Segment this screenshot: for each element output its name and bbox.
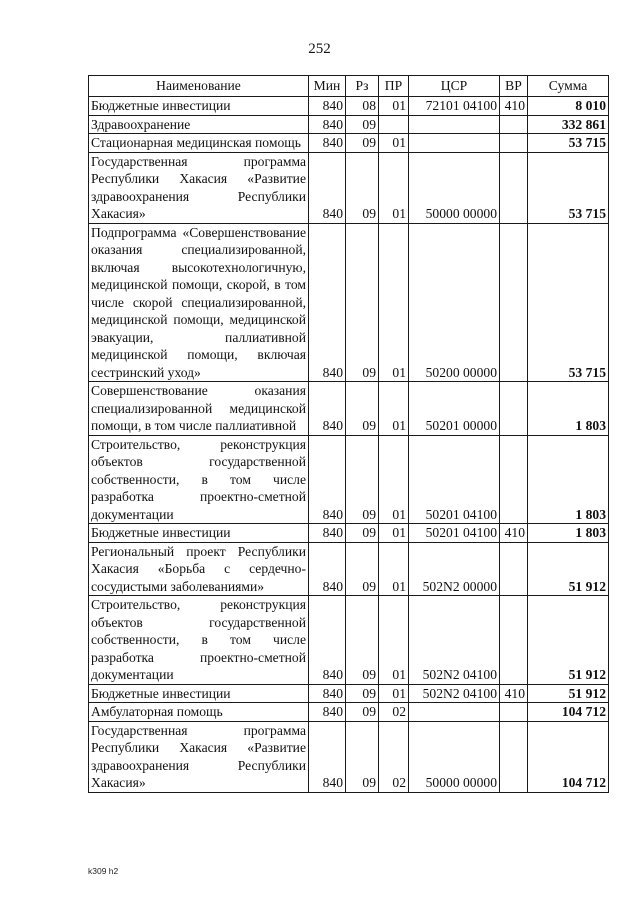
row-sum: 53 715 <box>528 152 609 223</box>
row-vr <box>500 115 528 134</box>
row-sum: 1 803 <box>528 382 609 436</box>
row-csr: 50000 00000 <box>409 152 500 223</box>
table-row <box>89 134 609 153</box>
row-name: Региональный проект Республики Хакасия «Борьба с сердечно-сосудистыми заболеваниями» <box>89 542 309 596</box>
row-min: 840 <box>309 524 346 543</box>
row-min: 840 <box>309 134 346 153</box>
row-name: Подпрограмма «Совершенствование оказания специализированной, включая высокотехнологичную, медицинской помощи, скорой, в том числе скорой специализированной, медицинской помощи, медицинской эвакуации, паллиативной медицинской помощи, включая сестринский уход» <box>89 223 309 382</box>
row-csr: 50201 04100 <box>409 435 500 524</box>
row-rz: 09 <box>346 115 379 134</box>
row-pr <box>379 115 409 134</box>
table-row <box>89 115 609 134</box>
header-min: Мин <box>309 76 346 97</box>
row-name: Бюджетные инвестиции <box>89 684 309 703</box>
row-rz: 09 <box>346 524 379 543</box>
row-name: Совершенствование оказания специализированной медицинской помощи, в том числе паллиативной <box>89 382 309 436</box>
table-row <box>89 542 609 596</box>
row-name: Государственная программа Республики Хакасия «Развитие здравоохранения Республики Хакасия» <box>89 721 309 792</box>
row-vr <box>500 382 528 436</box>
footer-document-code: k309 h2 <box>88 866 119 876</box>
row-min: 840 <box>309 435 346 524</box>
row-pr: 01 <box>379 684 409 703</box>
table-row <box>89 152 609 223</box>
row-name: Амбулаторная помощь <box>89 703 309 722</box>
row-rz: 09 <box>346 684 379 703</box>
row-pr: 01 <box>379 382 409 436</box>
row-csr: 50201 00000 <box>409 382 500 436</box>
table-row <box>89 684 609 703</box>
row-sum: 53 715 <box>528 134 609 153</box>
row-min: 840 <box>309 152 346 223</box>
row-min: 840 <box>309 596 346 685</box>
row-csr: 502N2 04100 <box>409 596 500 685</box>
row-min: 840 <box>309 684 346 703</box>
row-vr: 410 <box>500 97 528 116</box>
row-vr <box>500 596 528 685</box>
header-vr: ВР <box>500 76 528 97</box>
header-name: Наименование <box>89 76 309 97</box>
row-csr: 50201 04100 <box>409 524 500 543</box>
row-vr: 410 <box>500 684 528 703</box>
header-rz: Рз <box>346 76 379 97</box>
row-pr: 01 <box>379 223 409 382</box>
row-sum: 53 715 <box>528 223 609 382</box>
row-pr: 01 <box>379 524 409 543</box>
row-sum: 104 712 <box>528 703 609 722</box>
row-csr: 50000 00000 <box>409 721 500 792</box>
row-name: Здравоохранение <box>89 115 309 134</box>
row-rz: 09 <box>346 223 379 382</box>
row-vr <box>500 542 528 596</box>
row-pr: 02 <box>379 721 409 792</box>
row-sum: 332 861 <box>528 115 609 134</box>
table-row <box>89 703 609 722</box>
row-vr <box>500 223 528 382</box>
row-name: Стационарная медицинская помощь <box>89 134 309 153</box>
header-sum: Сумма <box>528 76 609 97</box>
row-min: 840 <box>309 703 346 722</box>
row-rz: 09 <box>346 134 379 153</box>
row-rz: 09 <box>346 435 379 524</box>
row-csr <box>409 703 500 722</box>
row-pr: 01 <box>379 542 409 596</box>
row-pr: 01 <box>379 134 409 153</box>
row-name: Строительство, реконструкция объектов государственной собственности, в том числе разработка проектно-сметной документации <box>89 435 309 524</box>
row-csr <box>409 115 500 134</box>
row-sum: 51 912 <box>528 596 609 685</box>
table-row <box>89 721 609 792</box>
row-rz: 09 <box>346 703 379 722</box>
row-min: 840 <box>309 223 346 382</box>
row-name: Государственная программа Республики Хакасия «Развитие здравоохранения Республики Хакасия» <box>89 152 309 223</box>
table-header-row <box>89 76 609 97</box>
row-vr <box>500 435 528 524</box>
row-sum: 51 912 <box>528 542 609 596</box>
budget-table <box>88 75 609 793</box>
table-row <box>89 524 609 543</box>
row-pr: 02 <box>379 703 409 722</box>
row-vr <box>500 134 528 153</box>
row-rz: 09 <box>346 542 379 596</box>
row-csr: 502N2 04100 <box>409 684 500 703</box>
row-pr: 01 <box>379 97 409 116</box>
row-sum: 1 803 <box>528 435 609 524</box>
row-sum: 1 803 <box>528 524 609 543</box>
table-row <box>89 435 609 524</box>
table-row <box>89 97 609 116</box>
header-csr: ЦСР <box>409 76 500 97</box>
row-sum: 104 712 <box>528 721 609 792</box>
row-vr <box>500 703 528 722</box>
row-vr <box>500 152 528 223</box>
row-rz: 09 <box>346 721 379 792</box>
row-name: Строительство, реконструкция объектов государственной собственности, в том числе разработка проектно-сметной документации <box>89 596 309 685</box>
row-sum: 8 010 <box>528 97 609 116</box>
row-csr: 72101 04100 <box>409 97 500 116</box>
row-csr: 502N2 00000 <box>409 542 500 596</box>
row-min: 840 <box>309 115 346 134</box>
row-pr: 01 <box>379 435 409 524</box>
row-pr: 01 <box>379 152 409 223</box>
row-csr <box>409 134 500 153</box>
header-pr: ПР <box>379 76 409 97</box>
page-number: 252 <box>308 41 331 57</box>
row-min: 840 <box>309 542 346 596</box>
row-min: 840 <box>309 97 346 116</box>
row-rz: 09 <box>346 596 379 685</box>
row-vr: 410 <box>500 524 528 543</box>
row-sum: 51 912 <box>528 684 609 703</box>
row-csr: 50200 00000 <box>409 223 500 382</box>
row-rz: 09 <box>346 382 379 436</box>
row-rz: 08 <box>346 97 379 116</box>
table-row <box>89 223 609 382</box>
row-vr <box>500 721 528 792</box>
row-pr: 01 <box>379 596 409 685</box>
table-row <box>89 596 609 685</box>
table-row <box>89 382 609 436</box>
row-min: 840 <box>309 721 346 792</box>
row-rz: 09 <box>346 152 379 223</box>
row-name: Бюджетные инвестиции <box>89 97 309 116</box>
row-name: Бюджетные инвестиции <box>89 524 309 543</box>
row-min: 840 <box>309 382 346 436</box>
